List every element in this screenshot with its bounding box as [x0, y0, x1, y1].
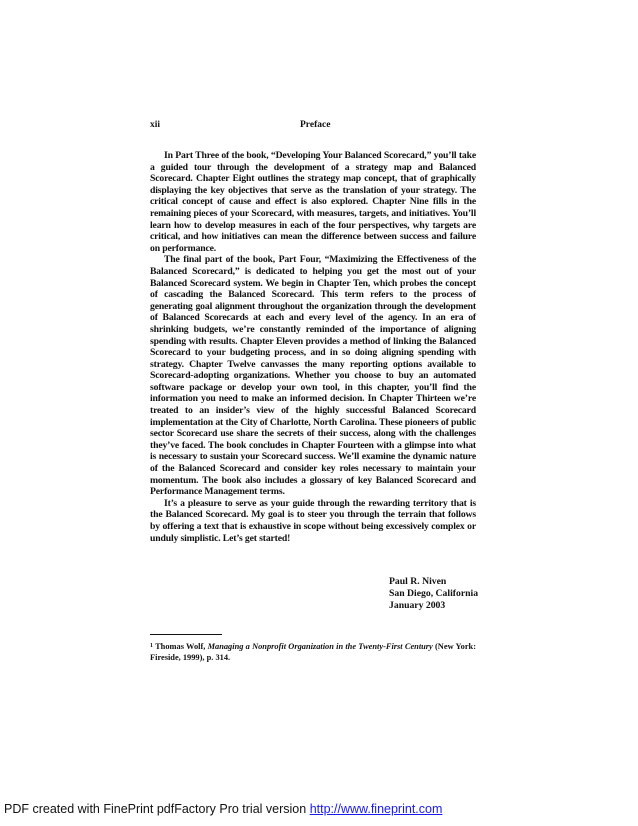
page-header [150, 120, 476, 134]
author-location: San Diego, California [389, 587, 479, 599]
footnote-marker: 1 [150, 643, 153, 649]
pdf-banner [4, 802, 442, 816]
author-name: Paul R. Niven [389, 576, 447, 587]
signature-block [389, 576, 478, 611]
footnote-rule [150, 634, 222, 635]
footnote-publication: (New York: Fireside, 1999), p. 314. [150, 642, 477, 662]
paragraph: It’s a pleasure to serve as your guide through the rewarding territory that is the Balanced Scorecard. My goal is to steer you through the terrain that follows by offering a text that is exhaustive in scope without being excessively complex or unduly simplistic. Let’s get started! [150, 497, 476, 544]
footnote-book-title: Managing a Nonprofit Organization in the Twenty-First Century [207, 642, 433, 651]
banner-text: PDF created with FinePrint pdfFactory Pro trial version [4, 802, 307, 816]
footnote-author: Thomas Wolf, [155, 642, 206, 651]
footnote [150, 641, 476, 663]
signature-date: January 2003 [389, 599, 446, 611]
paragraph: The final part of the book, Part Four, “Maximizing the Effectiveness of the Balanced Scorecard,” is dedicated to helping you get the most out of your Balanced Scorecard system. We begin in Chapter Ten, which probes the concept of cascading the Balanced Scorecard. This term refers to the process of generating goal alignment throughout the organization through the development of Balanced Scorecards at each and every level of the agency. In an era of shrinking budgets, we’re constantly reminded of the importance of aligning spending with results. Chapter Eleven provides a method of linking the Balanced Scorecard to your budgeting process, and in so doing aligning spending with strategy. Chapter Twelve canvasses the many reporting options available to Scorecard-adopting organizations. Whether you choose to buy an automated software package or develop your own tool, in this chapter, you’ll find the information you need to make an informed decision. In Chapter Thirteen we’re treated to an insider’s view of the highly successful Balanced Scorecard implementation at the City of Charlotte, North Carolina. These pioneers of public sector Scorecard use share the secrets of their success, along with the challenges they’ve faced. The book concludes in Chapter Fourteen with a glimpse into what is necessary to sustain your Scorecard success. We’ll examine the dynamic nature of the Balanced Scorecard and consider key roles necessary to maintain your momentum. The book also includes a glossary of key Balanced Scorecard and Performance Management terms. [150, 254, 476, 498]
body-text [150, 150, 476, 544]
running-title: Preface [300, 120, 331, 130]
paragraph: In Part Three of the book, “Developing Your Balanced Scorecard,” you’ll take a guided tour through the development of a strategy map and Balanced Scorecard. Chapter Eight outlines the strategy map concept, that of graphically displaying the key objectives that serve as the translation of your strategy. The critical concept of cause and effect is also explored. Chapter Nine fills in the remaining pieces of your Scorecard, with measures, targets, and initiatives. You’ll learn how to develop measures in each of the four perspectives, why targets are critical, and how initiatives can mean the difference between success and failure on performance. [150, 150, 476, 254]
page-number: xii [150, 120, 161, 130]
fineprint-link[interactable]: http://www.fineprint.com [309, 802, 443, 816]
